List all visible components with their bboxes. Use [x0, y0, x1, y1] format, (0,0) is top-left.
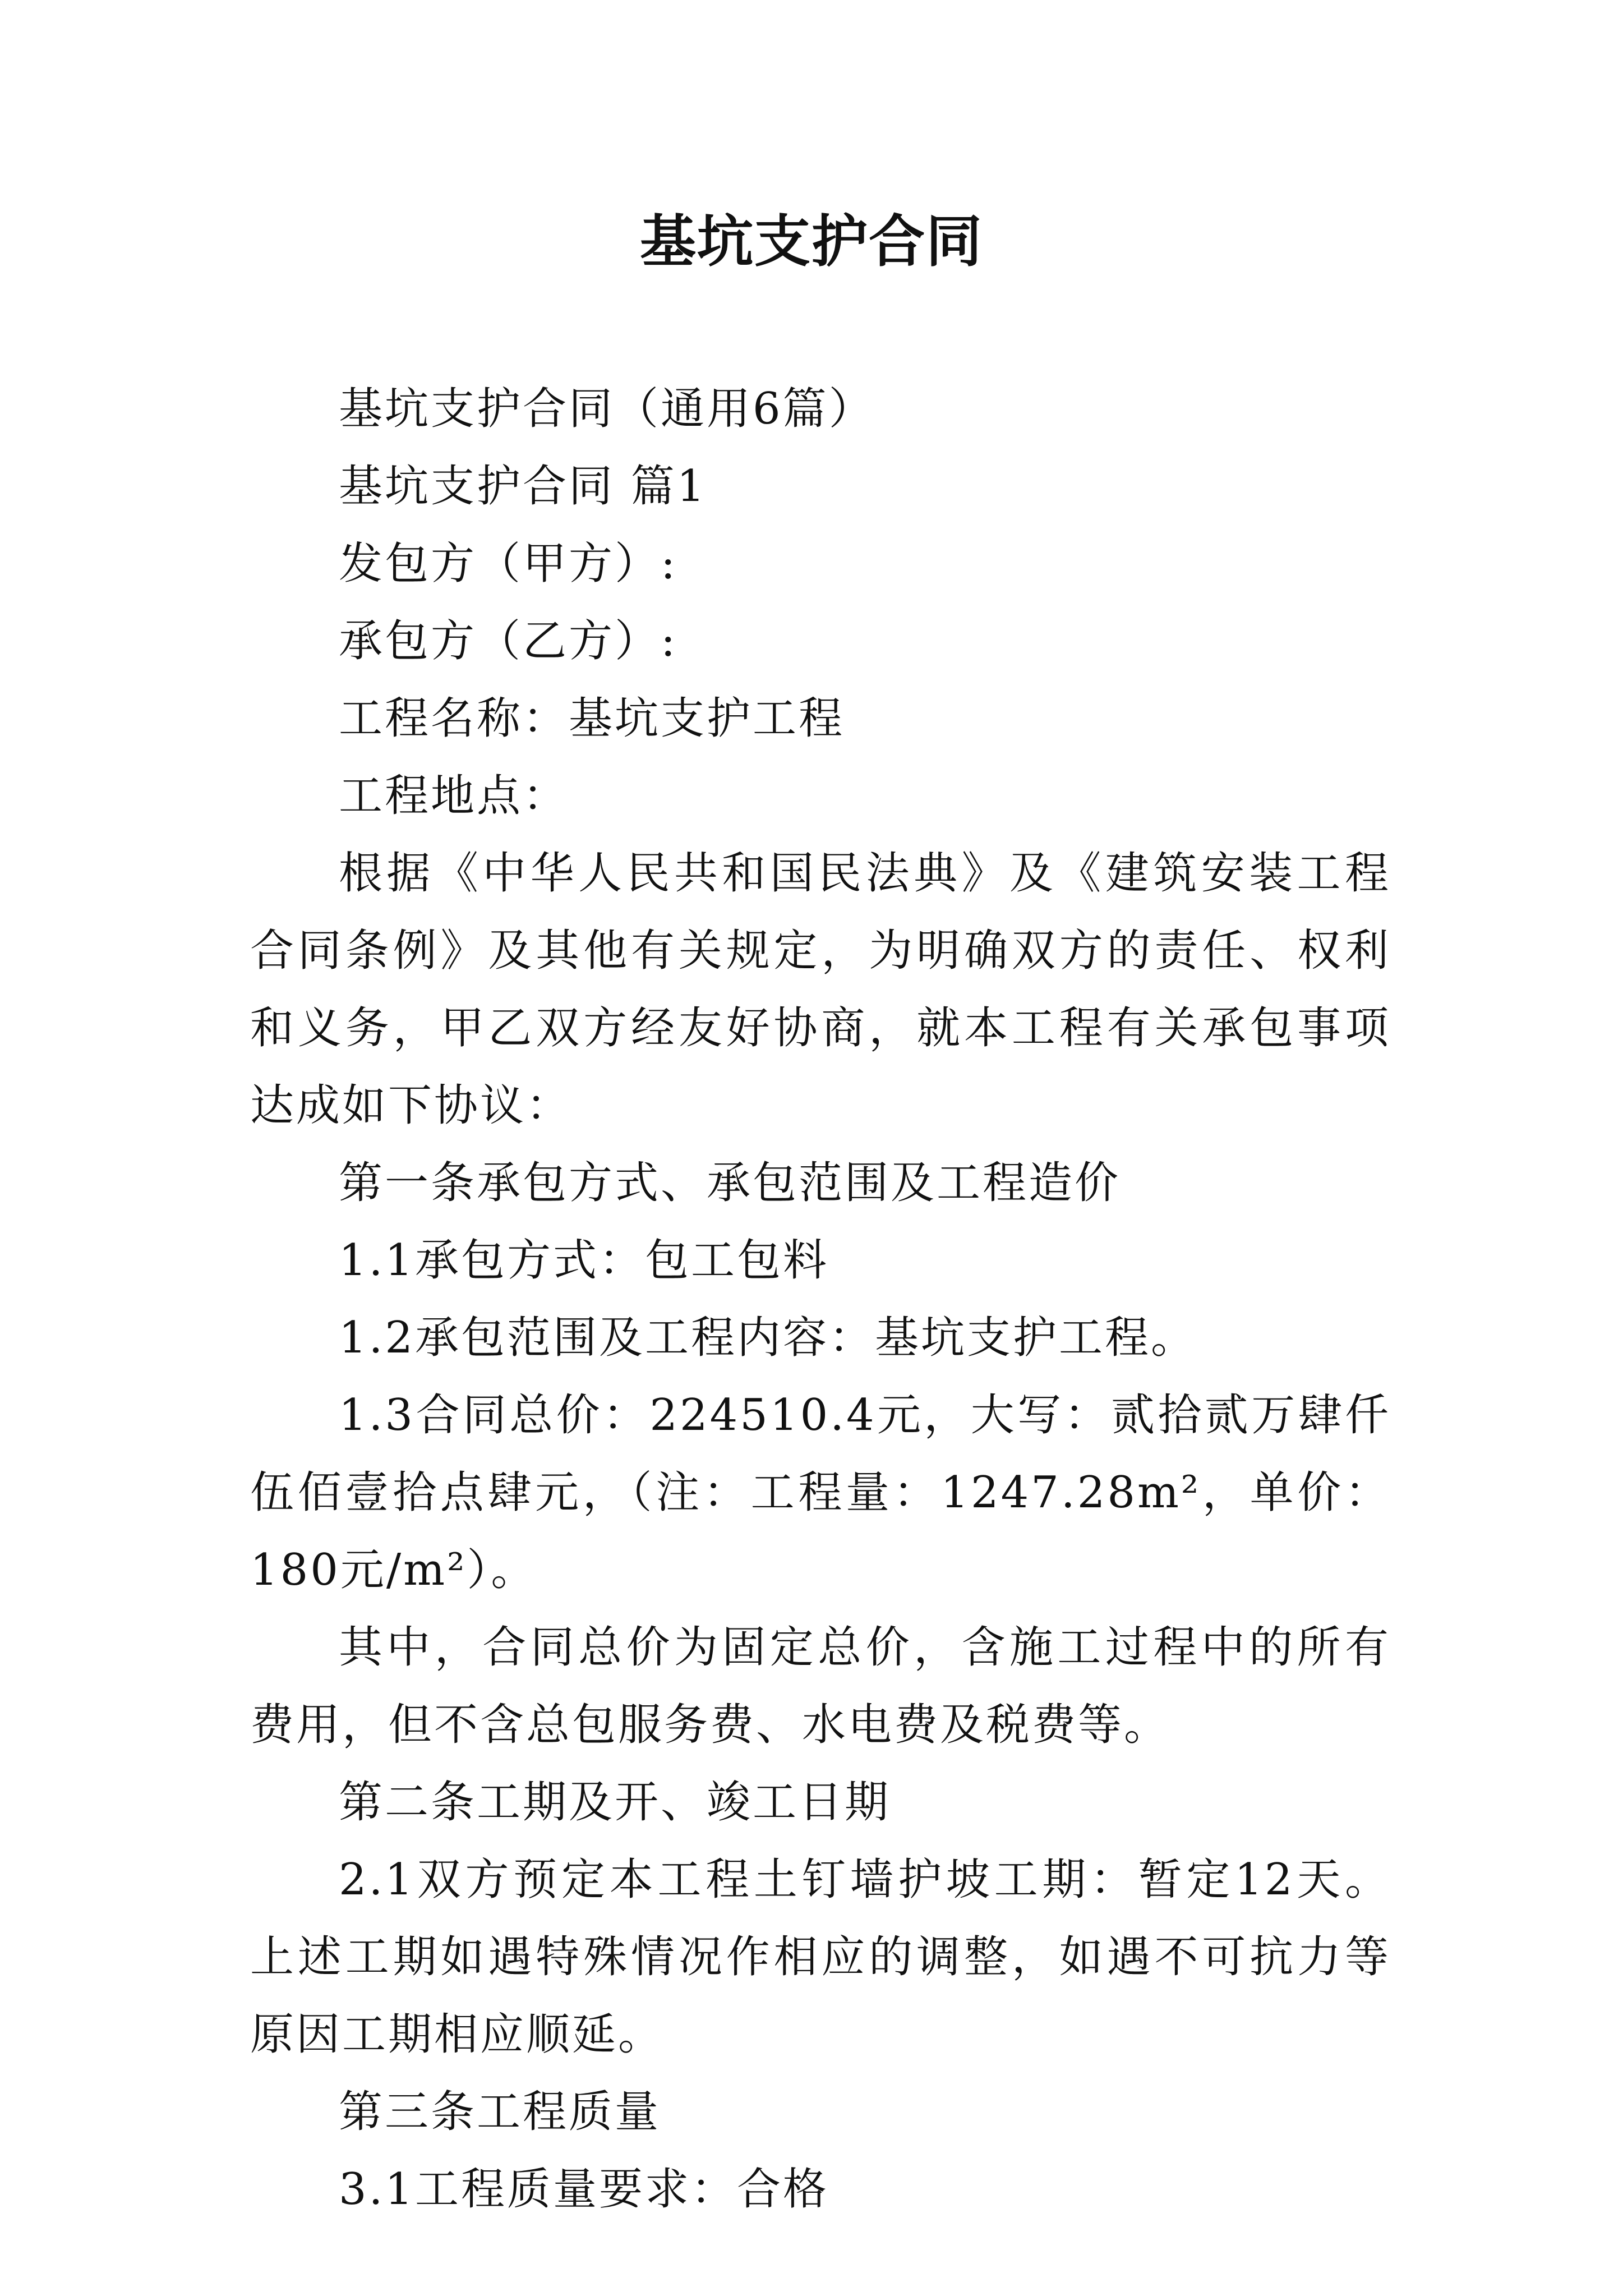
paragraph-clause-3-1: 3.1工程质量要求：合格: [339, 2164, 829, 2215]
paragraph-article-2: 第二条工期及开、竣工日期: [339, 1777, 891, 1828]
paragraph-project-name: 工程名称：基坑支护工程: [339, 693, 845, 744]
paragraph-clause-1-3: 1.3合同总价：224510.4元，大写：贰拾贰万肆仟伍佰壹拾点肆元，（注：工程量：1247.28m²，单价：180元/m²）。: [250, 1390, 1391, 1595]
paragraph-article-3: 第三条工程质量: [339, 2087, 661, 2137]
paragraph-party-b: 承包方（乙方）:: [339, 616, 678, 666]
paragraph-section-title: 基坑支护合同 篇1: [339, 461, 707, 512]
paragraph-preamble: 根据《中华人民共和国民法典》及《建筑安装工程合同条例》及其他有关规定，为明确双方的责任、权利和义务，甲乙双方经友好协商，就本工程有关承包事项达成如下协议：: [250, 848, 1391, 1131]
paragraph-article-1: 第一条承包方式、承包范围及工程造价: [339, 1158, 1121, 1208]
document-body: [250, 370, 1391, 2228]
paragraph-heading: 基坑支护合同（通用6篇）: [339, 384, 875, 434]
paragraph-party-a: 发包方（甲方）:: [339, 539, 678, 589]
paragraph-project-location: 工程地点：: [339, 771, 569, 821]
paragraph-clause-1-1: 1.1承包方式：包工包料: [339, 1235, 829, 1286]
document-title: 基坑支护合同: [640, 208, 983, 274]
paragraph-clause-1-2: 1.2承包范围及工程内容：基坑支护工程。: [339, 1313, 1197, 1363]
paragraph-clause-2-1: 2.1双方预定本工程土钉墙护坡工期：暂定12天。上述工期如遇特殊情况作相应的调整，如遇不可抗力等原因工期相应顺延。: [250, 1855, 1391, 2060]
paragraph-price-note: 其中，合同总价为固定总价，含施工过程中的所有费用，但不含总包服务费、水电费及税费等。: [250, 1622, 1391, 1750]
